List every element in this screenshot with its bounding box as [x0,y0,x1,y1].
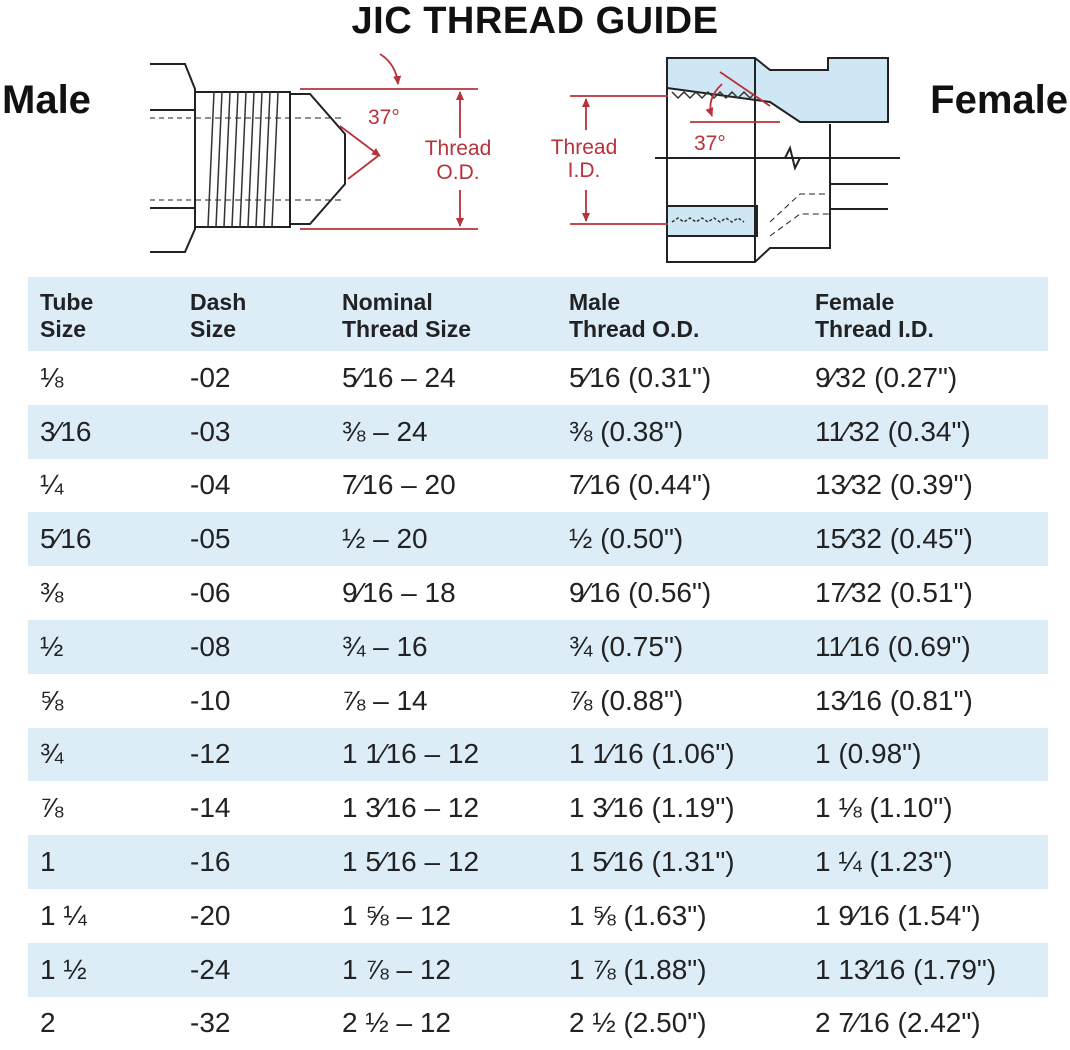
cell-nominal-thread-size: ¾ – 16 [330,620,557,674]
cell-male-thread-od: 1 5⁄16 (1.31") [557,835,803,889]
cell-male-thread-od: ⅜ (0.38") [557,405,803,459]
cell-nominal-thread-size: 7⁄16 – 20 [342,469,456,501]
table-row [28,781,1048,835]
table-header-row [28,277,1048,351]
cell-female-thread-id: 2 7⁄16 (2.42") [815,1007,981,1039]
cell-nominal-thread-size: 1 5⁄16 – 12 [330,835,557,889]
header-male-thread-od: Male Thread O.D. [557,277,803,351]
table-row [28,459,1048,513]
cell-dash-size: -04 [190,469,231,501]
cell-tube-size: 1 [28,835,178,889]
table-row [28,674,1048,728]
cell-male-thread-od: ¾ (0.75") [557,620,803,674]
fitting-diagram [0,44,1070,274]
cell-nominal-thread-size: 2 ½ – 12 [342,1007,451,1039]
cell-female-thread-id: 11⁄32 (0.34") [803,405,1048,459]
table-row [28,351,1048,405]
cell-male-thread-od: 1 1⁄16 (1.06") [557,728,803,782]
table-row [28,512,1048,566]
cell-dash-size: -02 [190,361,231,393]
table-row [28,566,1048,620]
cell-dash-size: -24 [178,943,330,997]
table-row [28,889,1048,943]
cell-tube-size: 1 ¼ [40,899,87,931]
header-nominal-thread-size: Nominal Thread Size [330,277,557,351]
cell-female-thread-id: 13⁄32 (0.39") [815,469,973,501]
table-row [28,835,1048,889]
cell-dash-size: -20 [190,899,231,931]
cell-nominal-thread-size: 9⁄16 – 18 [342,577,456,609]
cell-male-thread-od: 1 ⅝ (1.63") [569,899,707,931]
cell-female-thread-id: 11⁄16 (0.69") [803,620,1048,674]
cell-tube-size: 5⁄16 [28,512,178,566]
table-row [28,620,1048,674]
cell-male-thread-od: 1 ⅞ (1.88") [557,943,803,997]
cell-tube-size: 1 ½ [28,943,178,997]
cell-dash-size: -03 [178,405,330,459]
cell-male-thread-od: 7⁄16 (0.44") [569,469,712,501]
cell-female-thread-id: 17⁄32 (0.51") [815,577,973,609]
cell-nominal-thread-size: 1 ⅞ – 12 [330,943,557,997]
cell-female-thread-id: 1 (0.98") [803,728,1048,782]
cell-tube-size: ¼ [40,469,64,501]
cell-female-thread-id: 1 13⁄16 (1.79") [803,943,1048,997]
cell-dash-size: -06 [190,577,231,609]
cell-tube-size: 2 [40,1007,56,1039]
cell-tube-size: ¾ [28,728,178,782]
female-dim-label-line1: Thread [550,136,618,159]
male-dim-label-line2: O.D. [436,161,480,184]
cell-dash-size: -10 [190,684,231,716]
cell-dash-size: -12 [178,728,330,782]
cell-male-thread-od: 1 3⁄16 (1.19") [569,792,735,824]
cell-nominal-thread-size: ⅞ – 14 [342,684,428,716]
cell-nominal-thread-size: 5⁄16 – 24 [342,361,456,393]
cell-tube-size: ⅝ [40,684,64,716]
male-thread-lines [208,92,278,227]
female-fitting-drawing [655,58,900,262]
cell-male-thread-od: ⅞ (0.88") [569,684,684,716]
table-row [28,728,1048,782]
table-row [28,405,1048,459]
female-angle-label: 37° [694,132,726,155]
cell-female-thread-id: 13⁄16 (0.81") [815,684,973,716]
cell-nominal-thread-size: ⅜ – 24 [330,405,557,459]
header-tube-size: Tube Size [28,277,178,351]
cell-male-thread-od: 5⁄16 (0.31") [569,361,712,393]
cell-male-thread-od: ½ (0.50") [557,512,803,566]
thread-size-table [28,277,1048,1050]
cell-nominal-thread-size: 1 1⁄16 – 12 [330,728,557,782]
header-female-thread-id: Female Thread I.D. [803,277,1048,351]
cell-dash-size: -16 [178,835,330,889]
cell-female-thread-id: 1 ⅛ (1.10") [815,792,953,824]
cell-nominal-thread-size: 1 3⁄16 – 12 [342,792,480,824]
cell-female-thread-id: 9⁄32 (0.27") [815,361,958,393]
table-body [28,351,1048,1050]
table-row [28,997,1048,1050]
male-label: Male [2,78,91,122]
cell-nominal-thread-size: 1 ⅝ – 12 [342,899,451,931]
cell-male-thread-od: 2 ½ (2.50") [569,1007,707,1039]
table-row [28,943,1048,997]
male-dim-label-line1: Thread [424,137,492,160]
male-angle-label: 37° [368,106,400,129]
cell-dash-size: -08 [178,620,330,674]
header-dash-size: Dash Size [178,277,330,351]
female-label: Female [930,78,1068,122]
cell-female-thread-id: 1 ¼ (1.23") [803,835,1048,889]
female-dim-label-line2: I.D. [567,159,601,182]
cell-female-thread-id: 15⁄32 (0.45") [803,512,1048,566]
page-title: JIC THREAD GUIDE [351,0,719,42]
cell-tube-size: ⅜ [40,577,64,609]
cell-tube-size: ½ [28,620,178,674]
cell-dash-size: -05 [178,512,330,566]
cell-nominal-thread-size: ½ – 20 [330,512,557,566]
cell-dash-size: -32 [190,1007,231,1039]
cell-dash-size: -14 [190,792,231,824]
cell-tube-size: 3⁄16 [28,405,178,459]
cell-male-thread-od: 9⁄16 (0.56") [569,577,712,609]
cell-female-thread-id: 1 9⁄16 (1.54") [815,899,981,931]
cell-tube-size: ⅛ [40,361,64,393]
cell-tube-size: ⅞ [40,792,64,824]
